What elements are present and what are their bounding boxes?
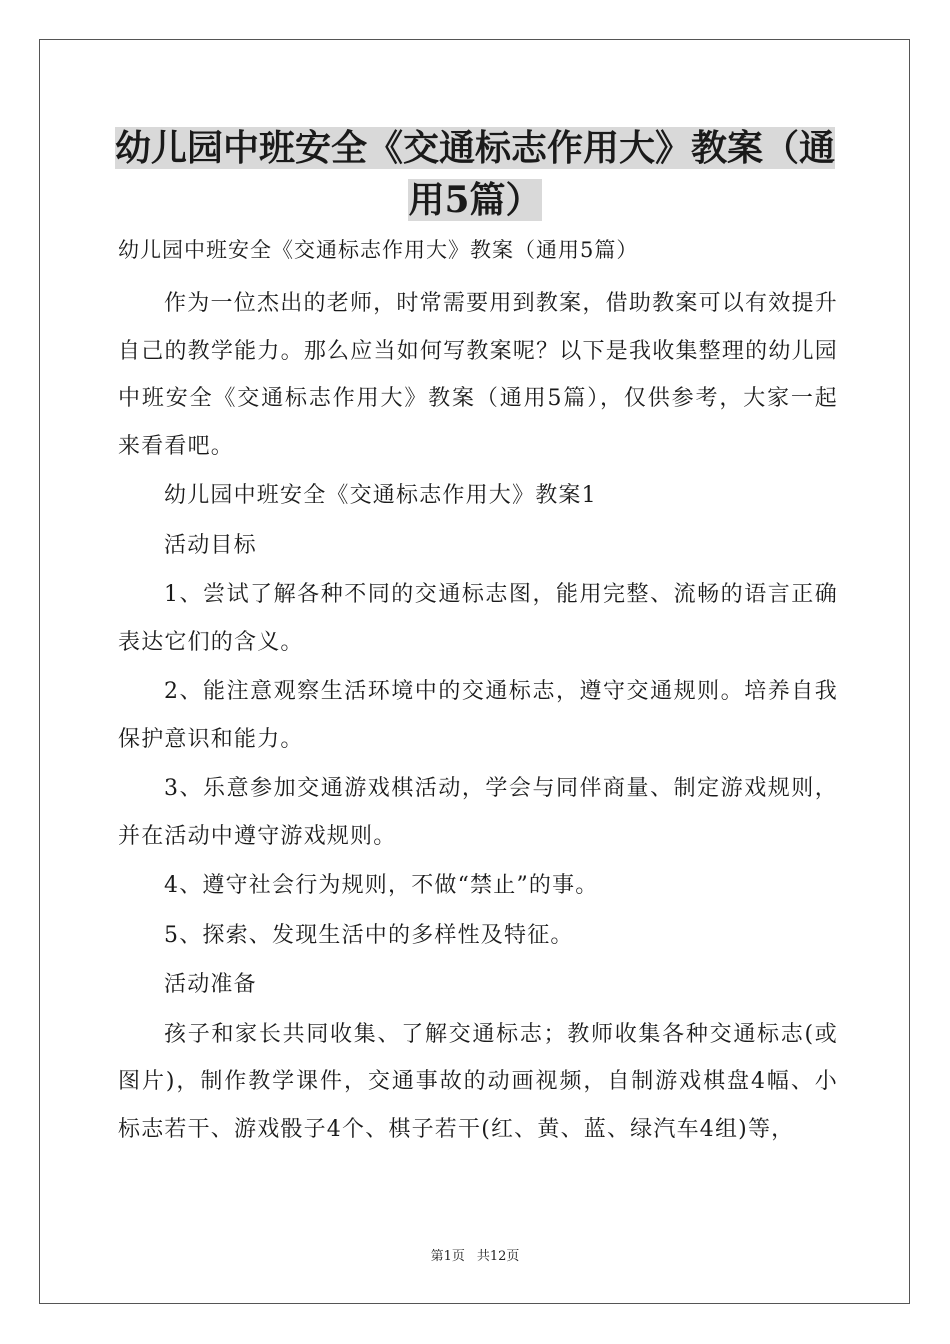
section-heading: 活动目标: [164, 532, 257, 558]
document-subtitle: 幼儿园中班安全《交通标志作用大》教案（通用5篇）: [118, 238, 639, 262]
paragraph: 5、探索、发现生活中的多样性及特征。: [164, 922, 574, 948]
paragraph: 3、乐意参加交通游戏棋活动，学会与同伴商量、制定游戏规则，并在活动中遵守游戏规则。: [118, 776, 838, 849]
paragraph: 作为一位杰出的老师，时常需要用到教案，借助教案可以有效提升自己的教学能力。那么应当如何写教案呢？以下是我收集整理的幼儿园中班安全《交通标志作用大》教案（通用5篇），仅供参考，大家一起来看看吧。: [118, 291, 838, 459]
paragraph: 幼儿园中班安全《交通标志作用大》教案1: [164, 483, 597, 508]
paragraph: 2、能注意观察生活环境中的交通标志，遵守交通规则。培养自我保护意识和能力。: [118, 679, 838, 752]
document-title: [110, 122, 840, 226]
page-number: 第1页: [430, 1249, 465, 1264]
section-heading: 活动准备: [164, 972, 257, 997]
paragraph: 1、尝试了解各种不同的交通标志图，能用完整、流畅的语言正确表达它们的含义。: [118, 582, 838, 655]
title-text: 幼儿园中班安全《交通标志作用大》教案（通用5篇）: [114, 127, 835, 221]
paragraph: 4、遵守社会行为规则，不做“禁止”的事。: [164, 873, 599, 898]
paragraph: 孩子和家长共同收集、了解交通标志；教师收集各种交通标志(或图片)，制作教学课件，交通事故的动画视频，自制游戏棋盘4幅、小标志若干、游戏骰子4个、棋子若干(红、黄、蓝、绿汽车4组)等，: [118, 1021, 838, 1142]
document-body: [118, 280, 838, 1155]
page-total: 共12页: [476, 1249, 520, 1264]
page-footer: [0, 1245, 950, 1264]
